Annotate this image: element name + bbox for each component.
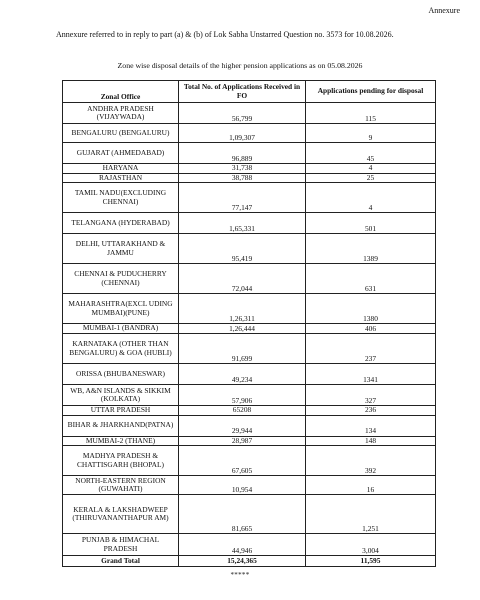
table-row	[63, 364, 436, 385]
received-count-cell: 81,665	[179, 495, 306, 534]
table-row	[63, 183, 436, 213]
zonal-office-cell: DELHI, UTTARAKHAND & JAMMU	[63, 234, 179, 264]
table-row	[63, 143, 436, 164]
pending-count-cell: 1380	[306, 294, 436, 324]
zonal-office-cell: CHENNAI & PUDUCHERRY (CHENNAI)	[63, 264, 179, 294]
received-count-cell: 57,906	[179, 385, 306, 406]
zone-wise-table	[62, 80, 436, 567]
received-count-cell: 1,26,444	[179, 324, 306, 334]
pending-count-cell: 237	[306, 334, 436, 364]
received-count-cell: 1,09,307	[179, 124, 306, 143]
table-row	[63, 324, 436, 334]
zonal-office-cell: MAHARASHTRA(EXCL UDING MUMBAI)(PUNE)	[63, 294, 179, 324]
received-count-cell: 67,605	[179, 446, 306, 476]
received-count-cell: 29,944	[179, 415, 306, 436]
zonal-office-cell: NORTH-EASTERN REGION (GUWAHATI)	[63, 476, 179, 495]
pending-count-cell: 1341	[306, 364, 436, 385]
pending-count-cell: 327	[306, 385, 436, 406]
table-row	[63, 406, 436, 416]
pending-count-cell: 406	[306, 324, 436, 334]
received-count-cell: 44,946	[179, 534, 306, 556]
zonal-office-cell: RAJASTHAN	[63, 173, 179, 183]
table-header-row	[63, 81, 436, 103]
zonal-office-cell: BENGALURU (BENGALURU)	[63, 124, 179, 143]
grand-total-pending: 11,595	[306, 556, 436, 567]
annexure-label: Annexure	[428, 6, 460, 15]
pending-count-cell: 16	[306, 476, 436, 495]
table-row	[63, 534, 436, 556]
table-row	[63, 415, 436, 436]
zonal-office-cell: TELANGANA (HYDERABAD)	[63, 213, 179, 234]
pending-count-cell: 148	[306, 436, 436, 446]
zonal-office-cell: KARNATAKA (OTHER THAN BENGALURU) & GOA (HUBLI)	[63, 334, 179, 364]
zonal-office-cell: MUMBAI-2 (THANE)	[63, 436, 179, 446]
table-row	[63, 294, 436, 324]
table-row	[63, 173, 436, 183]
table-row	[63, 124, 436, 143]
column-header-pending: Applications pending for disposal	[306, 81, 436, 103]
zonal-office-cell: ANDHRA PRADESH (VIJAYWADA)	[63, 103, 179, 124]
table-row	[63, 446, 436, 476]
table-row	[63, 213, 436, 234]
table-row	[63, 476, 436, 495]
received-count-cell: 10,954	[179, 476, 306, 495]
table-row	[63, 495, 436, 534]
zonal-office-cell: MUMBAI-1 (BANDRA)	[63, 324, 179, 334]
table-row	[63, 164, 436, 174]
received-count-cell: 38,788	[179, 173, 306, 183]
received-count-cell: 72,044	[179, 264, 306, 294]
received-count-cell: 77,147	[179, 183, 306, 213]
pending-count-cell: 45	[306, 143, 436, 164]
pending-count-cell: 1,251	[306, 495, 436, 534]
grand-total-label: Grand Total	[63, 556, 179, 567]
zonal-office-cell: GUJARAT (AHMEDABAD)	[63, 143, 179, 164]
zonal-office-cell: UTTAR PRADESH	[63, 406, 179, 416]
end-marker: *****	[230, 571, 250, 579]
zonal-office-cell: BIHAR & JHARKHAND(PATNA)	[63, 415, 179, 436]
pending-count-cell: 115	[306, 103, 436, 124]
pending-count-cell: 501	[306, 213, 436, 234]
received-count-cell: 96,889	[179, 143, 306, 164]
zonal-office-cell: MADHYA PRADESH & CHATTISGARH (BHOPAL)	[63, 446, 179, 476]
received-count-cell: 95,419	[179, 234, 306, 264]
zonal-office-cell: TAMIL NADU(EXCLUDING CHENNAI)	[63, 183, 179, 213]
received-count-cell: 1,26,311	[179, 294, 306, 324]
table-row	[63, 264, 436, 294]
table-heading: Zone wise disposal details of the higher pension applications as on 05.08.2026	[117, 61, 363, 70]
zonal-office-cell: KERALA & LAKSHADWEEP (THIRUVANANTHAPUR AM)	[63, 495, 179, 534]
received-count-cell: 65208	[179, 406, 306, 416]
pending-count-cell: 9	[306, 124, 436, 143]
pending-count-cell: 3,004	[306, 534, 436, 556]
pending-count-cell: 1389	[306, 234, 436, 264]
received-count-cell: 56,799	[179, 103, 306, 124]
pending-count-cell: 236	[306, 406, 436, 416]
zonal-office-cell: PUNJAB & HIMACHAL PRADESH	[63, 534, 179, 556]
received-count-cell: 49,234	[179, 364, 306, 385]
grand-total-received: 15,24,365	[179, 556, 306, 567]
received-count-cell: 31,738	[179, 164, 306, 174]
pending-count-cell: 4	[306, 183, 436, 213]
table-row	[63, 334, 436, 364]
pending-count-cell: 25	[306, 173, 436, 183]
table-row	[63, 234, 436, 264]
table-row	[63, 436, 436, 446]
intro-paragraph: Annexure referred to in reply to part (a) & (b) of Lok Sabha Unstarred Question no. 3573 for 10.08.2026.	[56, 30, 394, 39]
received-count-cell: 1,65,331	[179, 213, 306, 234]
pending-count-cell: 4	[306, 164, 436, 174]
column-header-zonal-office: Zonal Office	[63, 81, 179, 103]
pending-count-cell: 392	[306, 446, 436, 476]
zonal-office-cell: WB, A&N ISLANDS & SIKKIM (KOLKATA)	[63, 385, 179, 406]
grand-total-row	[63, 556, 436, 567]
received-count-cell: 91,699	[179, 334, 306, 364]
received-count-cell: 28,987	[179, 436, 306, 446]
column-header-received: Total No. of Applications Received in FO	[179, 81, 306, 103]
pending-count-cell: 631	[306, 264, 436, 294]
zonal-office-cell: ORISSA (BHUBANESWAR)	[63, 364, 179, 385]
table-row	[63, 103, 436, 124]
pending-count-cell: 134	[306, 415, 436, 436]
table-row	[63, 385, 436, 406]
zonal-office-cell: HARYANA	[63, 164, 179, 174]
